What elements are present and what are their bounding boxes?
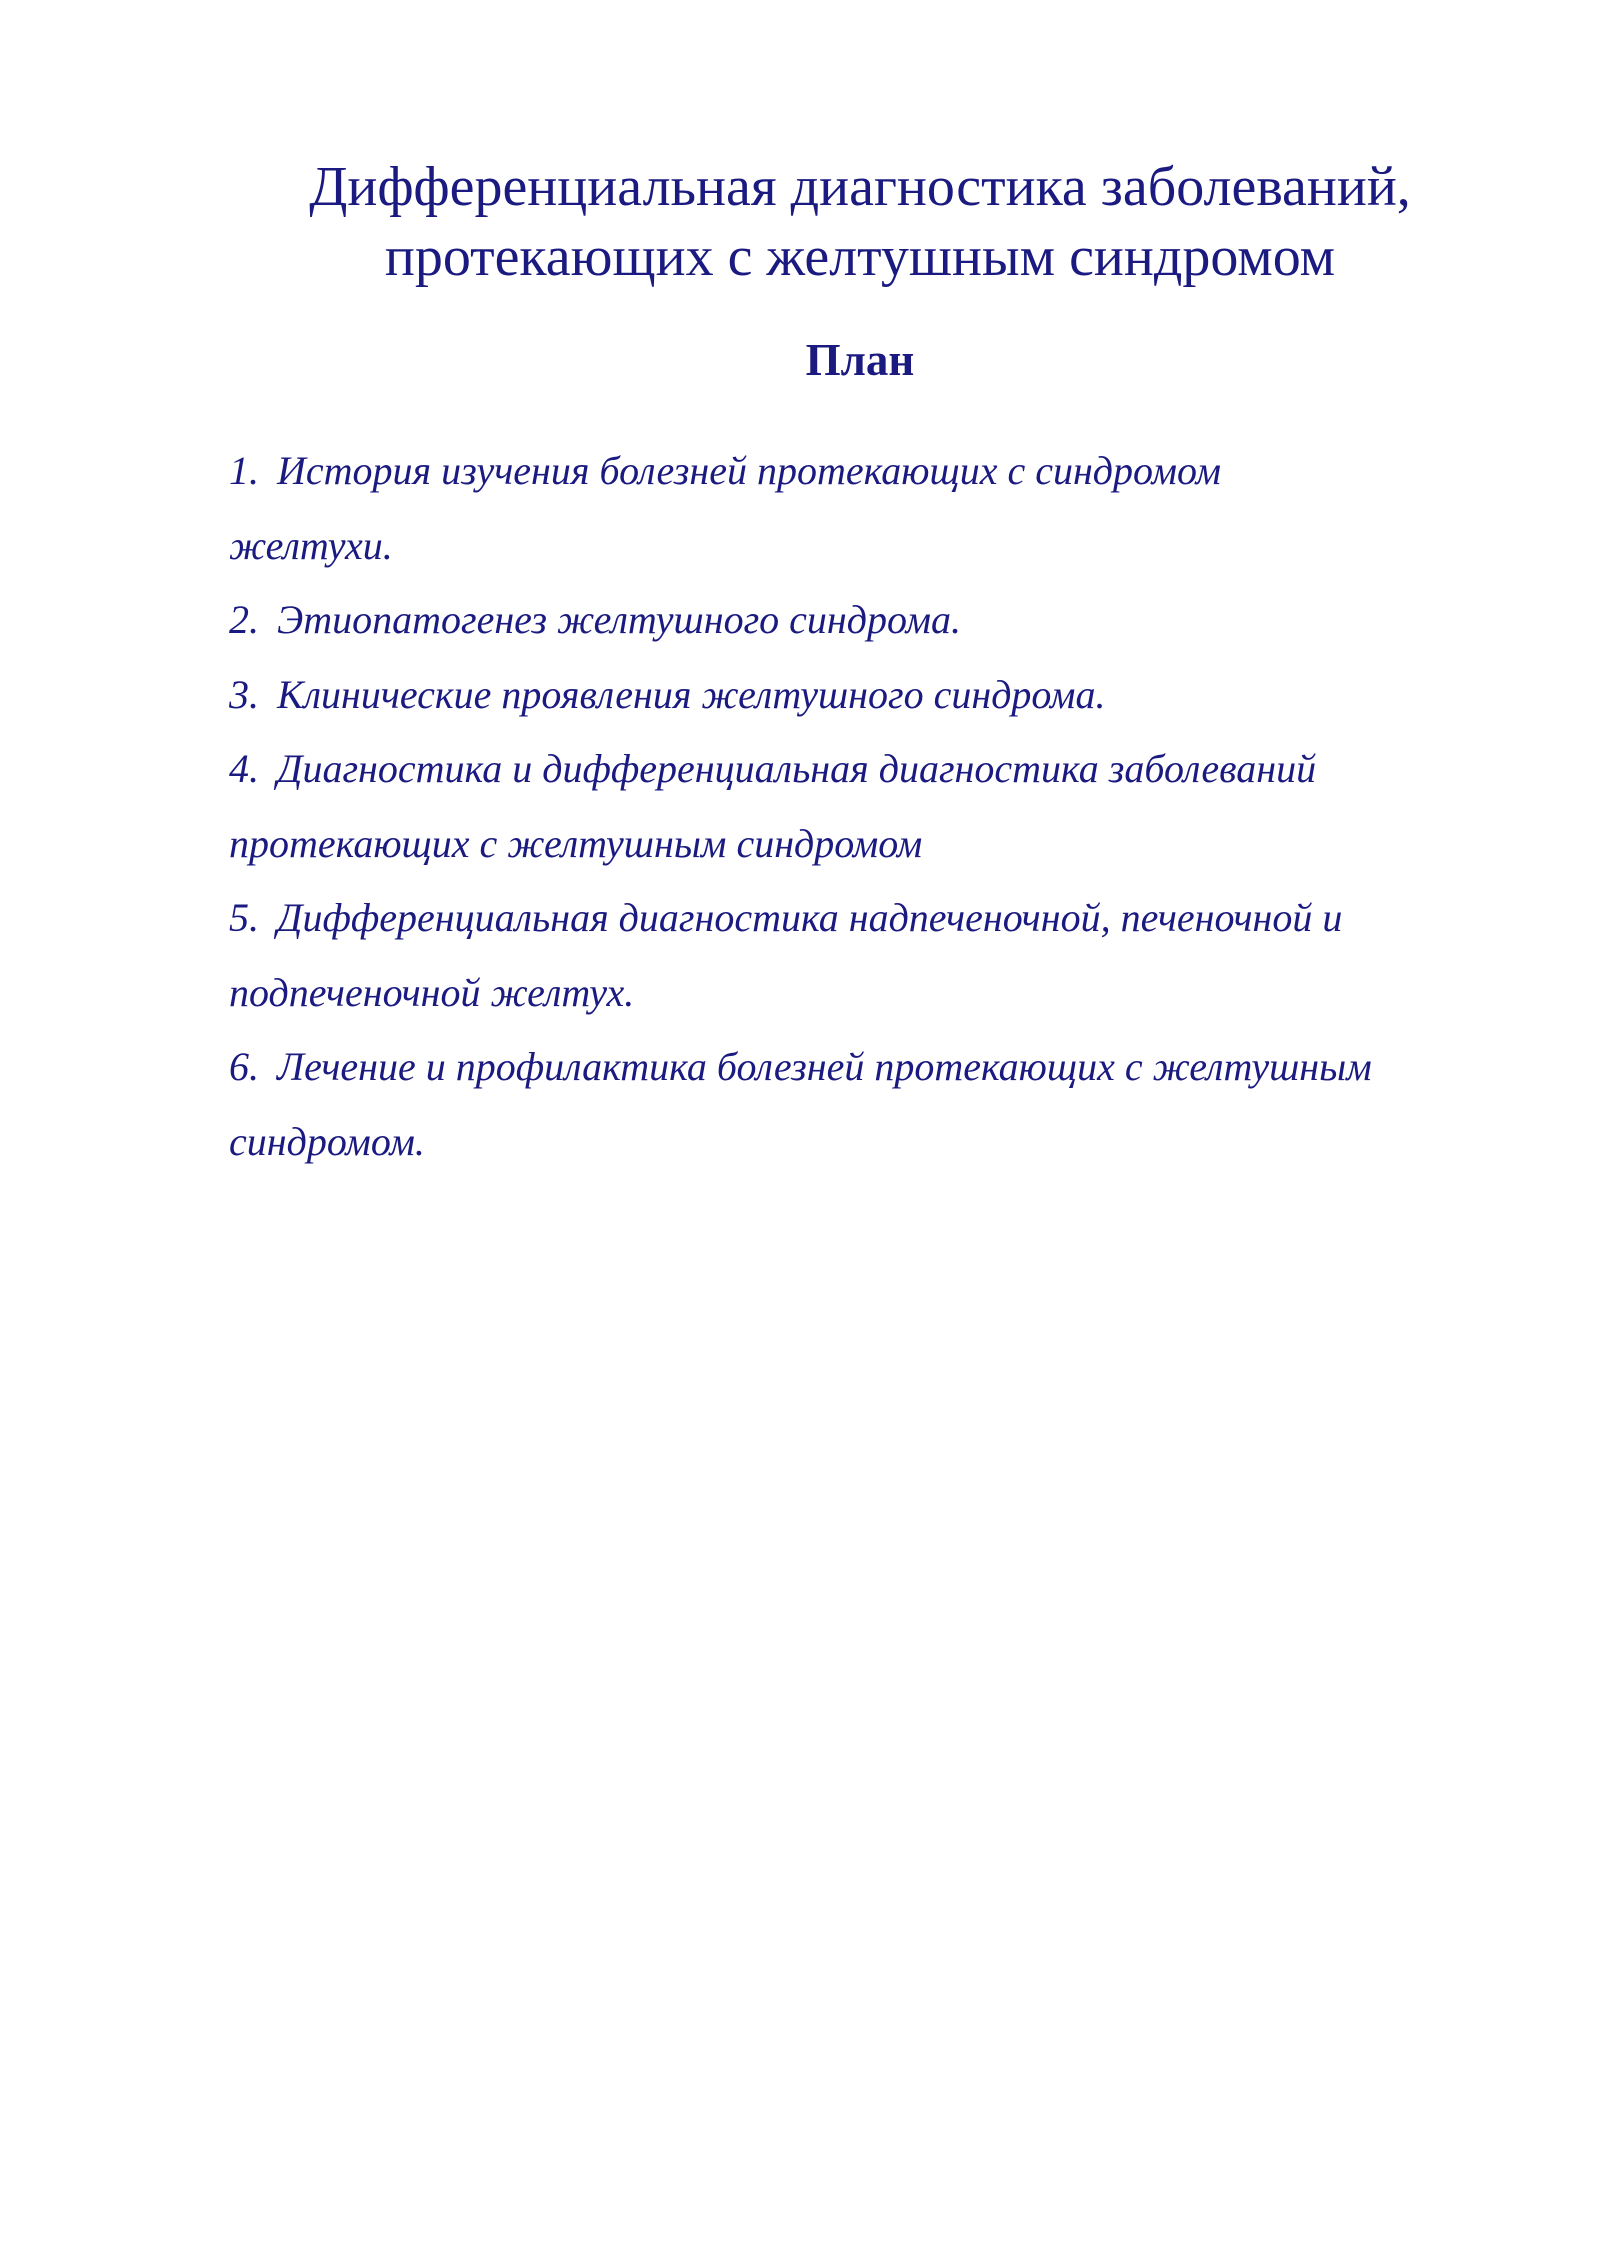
plan-item — [229, 1030, 1529, 1179]
plan-item-number: 6. — [229, 1044, 259, 1089]
plan-item-text: История изучения болезней протекающих с синдромом — [277, 448, 1222, 493]
plan-item — [229, 434, 1529, 583]
plan-item — [229, 583, 1529, 658]
plan-item-text: Дифференциальная диагностика надпеченочной, печеночной и — [277, 895, 1343, 940]
plan-item-text-continued: подпеченочной желтух. — [229, 969, 635, 1015]
plan-item — [229, 658, 1529, 733]
plan-item — [229, 881, 1529, 1030]
plan-item-text: Клинические проявления желтушного синдрома. — [277, 671, 1106, 717]
plan-item-text: Этиопатогенез желтушного синдрома. — [277, 597, 962, 642]
plan-item-text: Диагностика и дифференциальная диагностика заболеваний — [277, 746, 1317, 791]
plan-item-text-continued: синдромом. — [229, 1118, 425, 1164]
title-line-2: протекающих с желтушным синдромом — [384, 226, 1336, 288]
plan-item-text-continued: протекающих с желтушным синдромом — [229, 820, 923, 866]
title-line-1: Дифференциальная диагностика заболеваний, — [309, 156, 1411, 218]
plan-item-number: 4. — [229, 746, 259, 791]
plan-item — [229, 732, 1529, 881]
plan-item-number: 1. — [229, 448, 259, 493]
document-title — [230, 152, 1490, 292]
plan-item-text-continued: желтухи. — [229, 522, 393, 568]
plan-item-number: 5. — [229, 895, 259, 940]
plan-item-number: 2. — [229, 597, 259, 642]
plan-item-text: Лечение и профилактика болезней протекающих с желтушным — [277, 1044, 1372, 1089]
plan-item-number: 3. — [229, 671, 259, 717]
plan-list — [229, 434, 1529, 1179]
plan-heading: План — [805, 335, 915, 385]
